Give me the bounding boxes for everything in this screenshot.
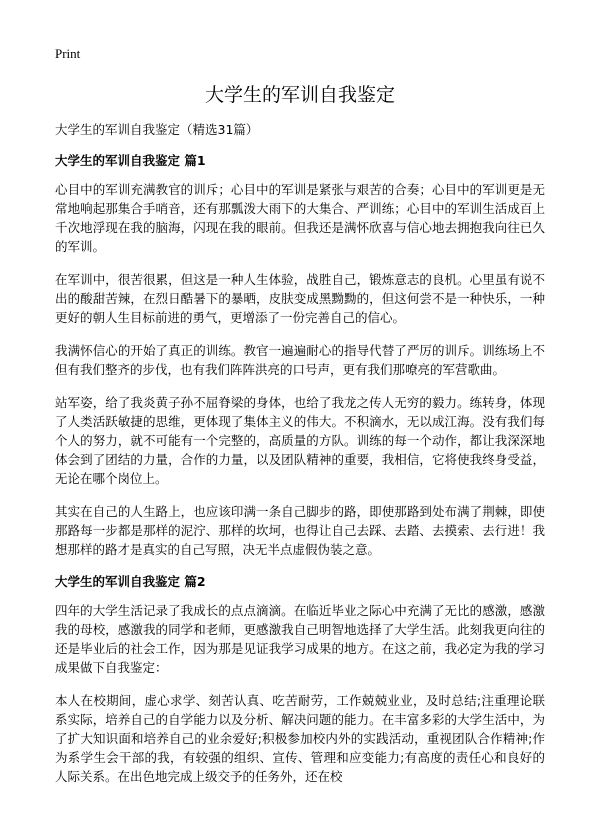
paragraph: 站军姿，给了我炎黄子孙不屈脊梁的身体，也给了我龙之传人无穷的毅力。练转身，体现了人类活跃敏捷的思维，更体现了集体主义的伟大。不积滴水，无以成江海。没有我们每个人的努力，就不可能有一个完整的，高质量的方队。训练的每一个动作，都让我深深地体会到了团结的力量，合作的力量，以及团队精神的重要，我相信，它将使我终身受益，无论在哪个岗位上。 <box>55 395 545 486</box>
document-subtitle: 大学生的军训自我鉴定（精选31篇） <box>55 122 259 137</box>
paragraph: 其实在自己的人生路上，也应该印满一条自己脚步的路，即使那路到处布满了荆棘，即使那路每一步都是那样的泥泞、那样的坎坷，也得让自己去踩、去踏、去摸索、去行进！我想那样的路才是真实的自己写照，决无半点虚假伪装之意。 <box>55 504 545 557</box>
paragraph: 本人在校期间，虚心求学、刻苦认真、吃苦耐劳，工作兢兢业业，及时总结;注重理论联系实际，培养自己的自学能力以及分析、解决问题的能力。在丰富多彩的大学生活中，为了扩大知识面和培养自己的业余爱好;积极参加校内外的实践活动，重视团队合作精神;作为系学生会干部的我，有较强的组织、宣传、管理和应变能力;有高度的责任心和良好的人际关系。在出色地完成上级交予的任务外，还在校 <box>55 693 545 784</box>
paragraph: 在军训中，很苦很累，但这是一种人生体验，战胜自己，锻炼意志的良机。心里虽有说不出的酸甜苦辣，在烈日酷暑下的暴晒，皮肤变成黑黝黝的，但这何尝不是一种快乐，一种更好的朝人生目标前进的勇气，更增添了一份完善自己的信心。 <box>55 272 545 325</box>
paragraph: 我满怀信心的开始了真正的训练。教官一遍遍耐心的指导代替了严厉的训斥。训练场上不但有我们整齐的步伐，也有我们阵阵洪亮的口号声，更有我们那嘹亮的军营歌曲。 <box>55 343 545 377</box>
print-label: Print <box>55 46 81 61</box>
paragraph: 心目中的军训充满教官的训斥；心目中的军训是紧张与艰苦的合奏；心目中的军训更是无常地响起那集合手哨音，还有那瓢泼大雨下的大集合、严训练；心目中的军训生活成百上千次地浮现在我的脑海，闪现在我的眼前。但我还是满怀欣喜与信心地去拥抱我向往已久的军训。 <box>55 182 545 254</box>
section-heading-1: 大学生的军训自我鉴定 篇1 <box>55 153 206 168</box>
document-content <box>55 121 545 800</box>
section-heading-2: 大学生的军训自我鉴定 篇2 <box>55 574 206 589</box>
page-title: 大学生的军训自我鉴定 <box>204 84 395 106</box>
paragraph: 四年的大学生活记录了我成长的点点滴滴。在临近毕业之际心中充满了无比的感激，感激我的母校，感激我的同学和老师，更感激我自己明智地选择了大学生活。此刻我更向往的还是毕业后的社会工作，因为那是见证我学习成果的地方。在这之前，我必定为我的学习成果做下自我鉴定： <box>55 603 545 675</box>
